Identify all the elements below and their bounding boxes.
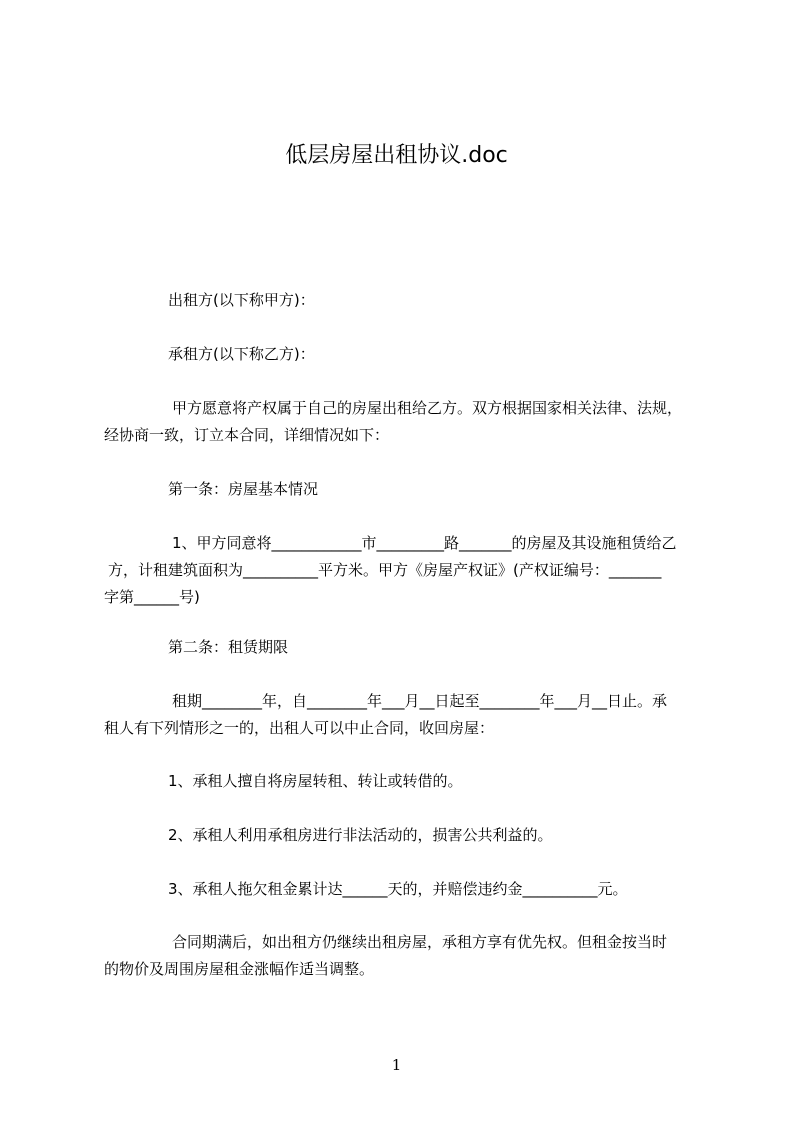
renewal-line-2: 的物价及周围房屋租金涨幅作适当调整。 [104, 960, 375, 978]
article-1-item-1-line-3: 字第______号) [104, 588, 200, 606]
renewal-paragraph [104, 929, 704, 983]
article-2-term [104, 688, 704, 742]
lessor-line: 出租方(以下称甲方)： [168, 291, 315, 309]
document-title: 低层房屋出租协议.doc [285, 143, 508, 168]
article-1-item-1-line-2: 方，计租建筑面积为__________平方米。甲方《房屋产权证》(产权证编号：_______ [108, 561, 662, 579]
renewal-line-1: 合同期满后，如出租方仍继续出租房屋，承租方享有优先权。但租金按当时 [172, 933, 668, 951]
intro-line-2: 经协商一致，订立本合同，详细情况如下： [104, 426, 390, 444]
article-2-term-line-2: 租人有下列情形之一的，出租人可以中止合同，收回房屋： [104, 719, 495, 737]
article-2-term-line-1: 租期________年，自________年___月__日起至________年___月__日止。承 [172, 692, 668, 710]
intro-line-1: 甲方愿意将产权属于自己的房屋出租给乙方。双方根据国家相关法律、法规， [172, 399, 683, 417]
article-2-case-3: 3、承租人拖欠租金累计达______天的，并赔偿违约金__________元。 [168, 880, 628, 898]
article-2-case-2: 2、承租人利用承租房进行非法活动的，损害公共利益的。 [168, 826, 553, 844]
article-1-item-1 [104, 530, 704, 611]
article-2-heading: 第二条：租赁期限 [168, 638, 289, 656]
page-number: 1 [391, 1056, 402, 1074]
lessee-line: 承租方(以下称乙方)： [168, 345, 315, 363]
article-2-case-1: 1、承租人擅自将房屋转租、转让或转借的。 [168, 772, 463, 790]
article-1-heading: 第一条：房屋基本情况 [168, 480, 319, 498]
intro-paragraph [104, 395, 704, 449]
article-1-item-1-line-1: 1、甲方同意将____________市_________路_______的房屋及其设施租赁给乙 [172, 534, 677, 552]
